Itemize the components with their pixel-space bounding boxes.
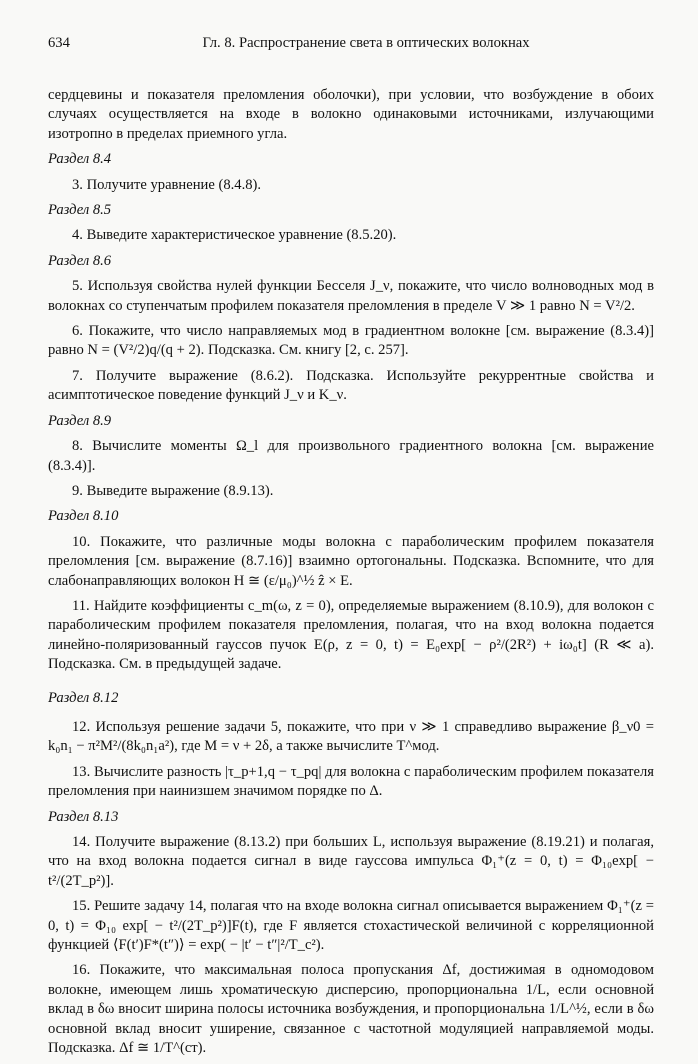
problem-4: 4. Выведите характеристическое уравнение (8.5.20).	[72, 227, 397, 244]
section-8-6	[48, 252, 654, 406]
problem-10: 10. Покажите, что различные моды волокна с параболическим профилем показателя преломления [см. выражение (8.7.16)] взаимно ортогональны. Подсказка. Вспомните, что для слабонаправляющих волокон H ≅ (ε/μ₀)^½ ẑ × E.	[48, 533, 654, 589]
problem-5: 5. Используя свойства нулей функции Бесселя J_ν, покажите, что число волноводных мод в волокнах со ступенчатым профилем показателя преломления в пределе V ≫ 1 равно N = V²/2.	[48, 278, 654, 314]
section-title: Раздел 8.9	[48, 412, 112, 429]
section-8-9	[48, 412, 654, 502]
problem-8: 8. Вычислите моменты Ω_l для произвольного градиентного волокна [см. выражение (8.3.4)].	[48, 438, 654, 474]
section-8-10	[48, 507, 654, 674]
intro-paragraph: сердцевины и показателя преломления оболочки), при условии, что возбуждение в обоих случаях осуществляется на входе в волокно одинаковыми источниками, излучающими изотропно в пределах приемного угла.	[48, 87, 654, 142]
problem-3: 3. Получите уравнение (8.4.8).	[72, 176, 262, 193]
section-title: Раздел 8.6	[48, 252, 112, 269]
problem-14: 14. Получите выражение (8.13.2) при больших L, используя выражение (8.19.21) и полагая, что на вход волокна подается сигнал в виде гауссова импульса Φ₁⁺(z = 0, t) = Φ₁₀exp[ − t²/(2T_p²)].	[48, 834, 654, 889]
problem-6: 6. Покажите, что число направляемых мод в градиентном волокне [см. выражение (8.3.4)] равно N = (V²/2)q/(q + 2). Подсказка. См. книгу [2, с. 257].	[48, 323, 654, 359]
running-header	[48, 34, 654, 54]
section-8-13	[48, 808, 654, 1059]
problem-16: 16. Покажите, что максимальная полоса пропускания Δf, достижимая в одномодовом волокне, имеющем лишь хроматическую дисперсию, пропорциональна 1/L, если основной вклад в δω вносит ширина полосы источника возбуждения, и пропорциональна 1/L^½, если в δω основной вклад вносит уширение, связанное с частотной модуляцией направляемой моды. Подсказка. Δf ≅ 1/T^(ст).	[48, 962, 654, 1057]
section-8-5	[48, 201, 654, 246]
running-title: Гл. 8. Распространение света в оптических волокнах	[202, 35, 530, 51]
section-8-4	[48, 150, 654, 195]
section-title: Раздел 8.4	[48, 151, 112, 168]
problem-13: 13. Вычислите разность |τ_p+1,q − τ_pq| для волокна с параболическим профилем показателя преломления при наинизшем значимом порядке по Δ.	[48, 763, 654, 800]
page	[48, 34, 654, 1064]
section-title: Раздел 8.10	[48, 508, 119, 525]
section-8-12	[48, 689, 654, 802]
problem-15: 15. Решите задачу 14, полагая что на входе волокна сигнал описывается выражением Φ₁⁺(z = 0, t) = Φ₁₀ exp[ − t²/(2T_p²)]F(t), где F является стохастической величиной с корреляционной функцией ⟨F(t′)F*(t″)⟩ = exp( − |t′ − t″|²/T_c²).	[48, 898, 654, 954]
page-number: 634	[48, 35, 70, 51]
problem-11: 11. Найдите коэффициенты c_m(ω, z = 0), определяемые выражением (8.10.9), для волокон с параболическим профилем показателя преломления, полагая, что на вход волокна подается линейно-поляризованный гауссов пучок E(ρ, z = 0, t) = E₀exp[ − ρ²/(2R²) + iω₀t] (R ≪ a). Подсказка. См. в предыдущей задаче.	[48, 597, 654, 673]
section-title: Раздел 8.13	[48, 808, 119, 825]
problem-7: 7. Получите выражение (8.6.2). Подсказка. Используйте рекуррентные свойства и асимптотическое поведение функций J_ν и K_ν.	[48, 367, 654, 404]
section-title: Раздел 8.5	[48, 202, 112, 219]
problem-9: 9. Выведите выражение (8.9.13).	[72, 482, 274, 499]
section-title: Раздел 8.12	[48, 689, 119, 706]
problem-12: 12. Используя решение задачи 5, покажите, что при ν ≫ 1 справедливо выражение β_ν0 = k₀n₁ − π²M²/(8k₀n₁a²), где M = ν + 2δ, а также вычислите T^мод.	[48, 718, 654, 755]
